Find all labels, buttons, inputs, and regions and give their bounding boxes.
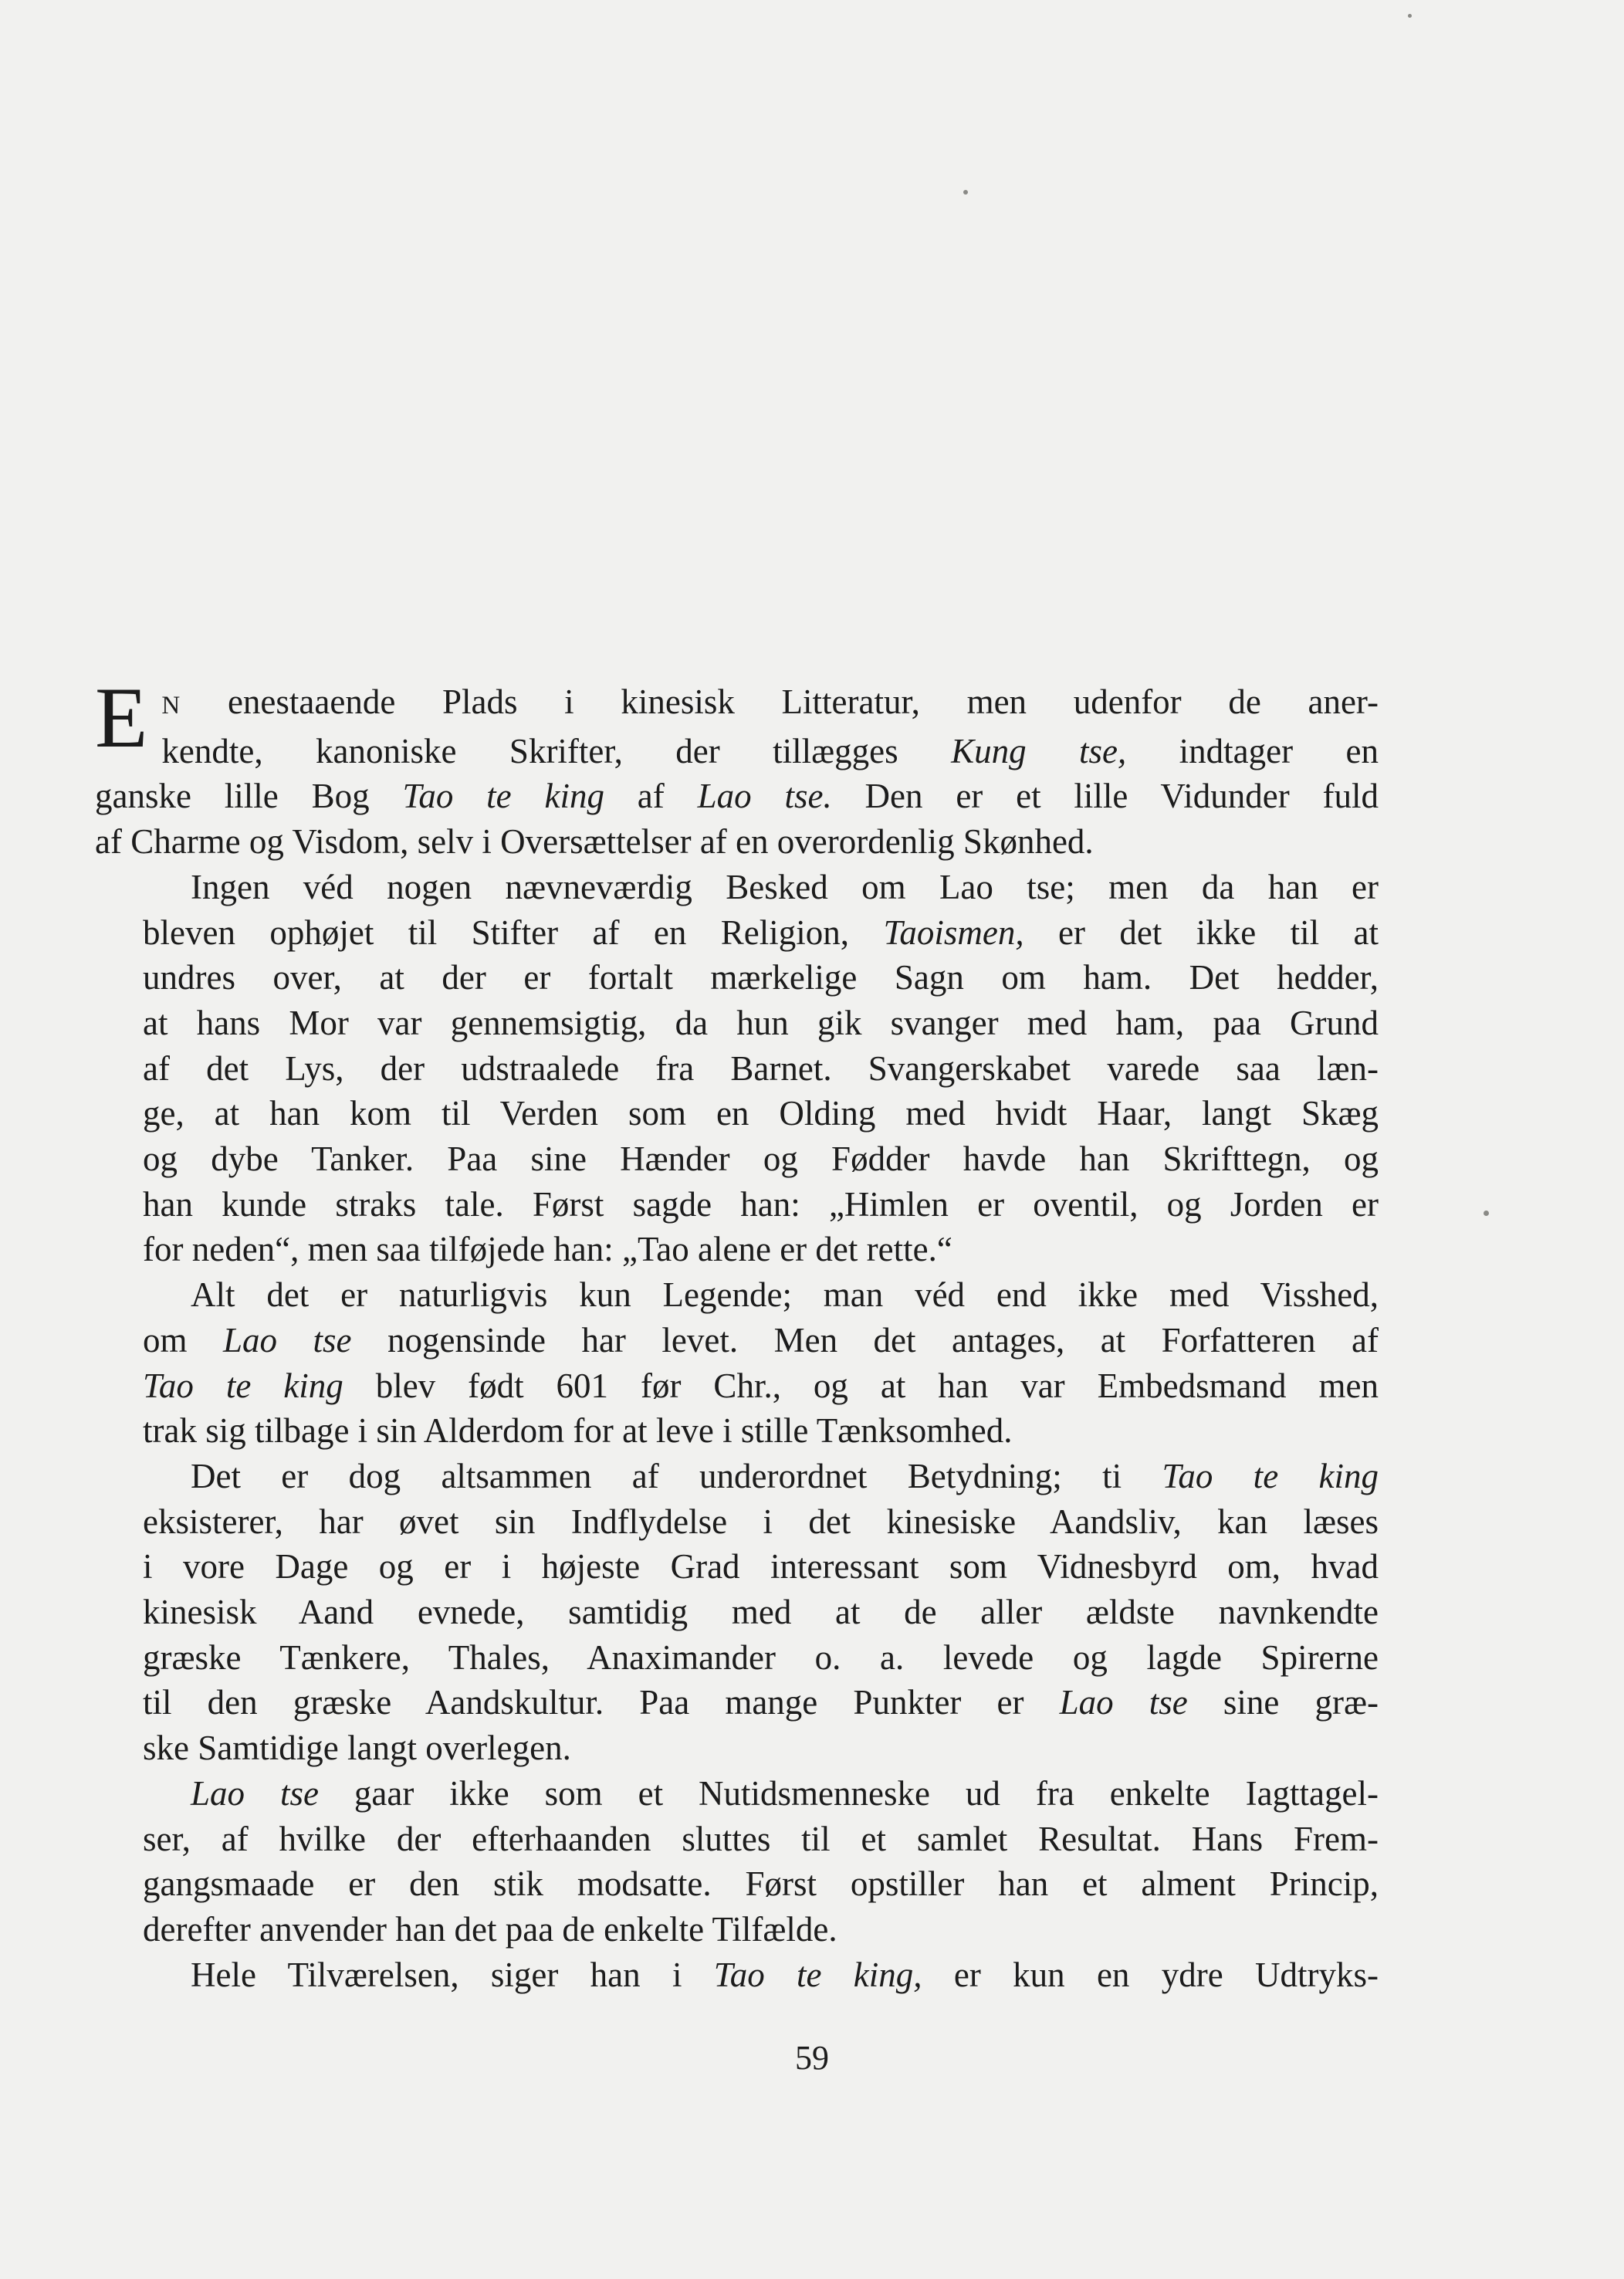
paragraph [95,1952,1379,1998]
text-line: derefter anvender han det paa de enkelte Tilfælde. [143,1909,837,1949]
text-line: eksisterer, har øvet sin Indflydelse i det kinesiske Aandsliv, kan læses [143,1502,1379,1541]
text-line: undres over, at der er fortalt mærkelige Sagn om ham. Det hedder, [143,958,1379,997]
paper-speck [1408,14,1412,18]
text-line: ske Samtidige langt overlegen. [143,1729,571,1768]
text-line: for neden“, men saa tilføjede han: „Tao alene er det rette.“ [143,1230,952,1269]
text-line: ge, at han kom til Verden som en Olding med hvidt Haar, langt Skæg [143,1094,1379,1133]
italic-title: Tao te king [402,777,604,816]
text-line: til den græske Aandskultur. Paa mange Punkter er Lao tse sine græ- [143,1683,1379,1722]
text-line: og dybe Tanker. Paa sine Hænder og Fødder havde han Skrifttegn, og [143,1140,1379,1179]
page-number: 59 [795,2039,829,2077]
italic-title: Lao tse [223,1320,352,1360]
text-line: i vore Dage og er i højeste Grad interessant som Vidnesbyrd om, hvad [143,1547,1379,1586]
drop-cap: E [95,670,148,766]
text-line: at hans Mor var gennemsigtig, da hun gik svanger med ham, paa Grund [143,1003,1379,1042]
text-line: bleven ophøjet til Stifter af en Religion, Taoismen, er det ikke til at [143,913,1379,952]
body-text [95,670,1379,1997]
paragraph [95,670,1379,865]
text-line: ser, af hvilke der efterhaanden sluttes til et samlet Resultat. Hans Frem- [143,1819,1379,1858]
text-line: trak sig tilbage i sin Alderdom for at leve i stille Tænksomhed. [143,1411,1013,1451]
text-line: N enestaaende Plads i kinesisk Litteratur, men udenfor de aner- [161,682,1379,721]
paper-speck [1484,1211,1489,1216]
italic-title: Tao te king [143,1366,343,1405]
italic-title: Tao te king [1162,1456,1379,1495]
text-line: gangsmaade er den stik modsatte. Først opstiller han et alment Princip, [143,1864,1379,1904]
text-line: han kunde straks tale. Først sagde han: „Himlen er oventil, og Jorden er [143,1184,1379,1224]
paragraph [95,1771,1379,1952]
italic-title: Taoismen, [883,913,1024,952]
text-line: kendte, kanoniske Skrifter, der tillægges Kung tse, indtager en [161,731,1379,770]
text-line: Ingen véd nogen nævneværdig Besked om Lao tse; men da han er [191,867,1379,906]
paragraph [95,1272,1379,1454]
text-line: Lao tse gaar ikke som et Nutidsmenneske ud fra enkelte Iagttagel- [191,1773,1379,1813]
first-word-rest: N [161,692,181,720]
italic-title: Lao tse [1059,1683,1188,1722]
text-line: af det Lys, der udstraalede fra Barnet. Svangerskabet varede saa læn- [143,1048,1379,1088]
italic-title: Tao te king, [713,1955,922,1994]
text-line: Det er dog altsammen af underordnet Betydning; ti Tao te king [191,1456,1379,1495]
italic-title: Lao tse [191,1773,319,1813]
italic-title: Lao tse. [697,777,832,816]
text-line: kinesisk Aand evnede, samtidig med at de aller ældste navnkendte [143,1593,1379,1632]
text-line: Hele Tilværelsen, siger han i Tao te king, er kun en ydre Udtryks- [191,1955,1379,1994]
text-line: ganske lille Bog Tao te king af Lao tse. Den er et lille Vidunder fuld [95,777,1379,816]
text-line: Tao te king blev født 601 før Chr., og at han var Embedsmand men [143,1366,1379,1405]
text-line: om Lao tse nogensinde har levet. Men det antages, at Forfatteren af [143,1320,1379,1360]
paragraph [95,1454,1379,1771]
paragraph [95,865,1379,1272]
text-line: græske Tænkere, Thales, Anaximander o. a. levede og lagde Spirerne [143,1637,1379,1677]
text-line: af Charme og Visdom, selv i Oversættelser af en overordenlig Skønhed. [95,822,1094,862]
paper-speck [963,190,968,195]
italic-title: Kung tse, [951,731,1127,770]
text-line: Alt det er naturligvis kun Legende; man véd end ikke med Visshed, [191,1275,1379,1315]
